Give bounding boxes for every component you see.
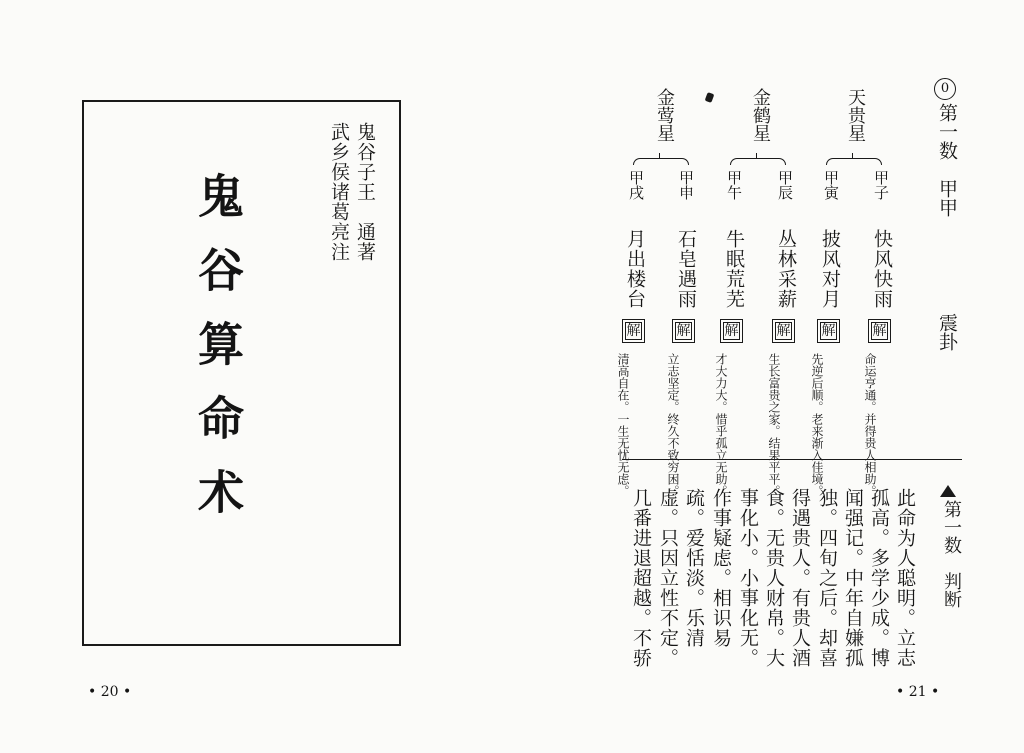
jie-badge: 解 xyxy=(672,319,695,343)
section-divider xyxy=(622,459,962,460)
trigram-label: 震卦 xyxy=(936,313,958,351)
stem-label: 甲寅 xyxy=(822,170,840,200)
jie-badge: 解 xyxy=(720,319,743,343)
judgment-line: 得遇贵人。有贵人酒 xyxy=(789,488,811,668)
ink-dot xyxy=(705,92,715,103)
verse: 快风快雨 xyxy=(871,229,893,309)
judgment-line: 孤高。多学少成。博 xyxy=(868,488,890,668)
interpretation-note: 命运亨通。并得贵人相助。 xyxy=(863,353,877,497)
stem-label: 甲辰 xyxy=(776,170,794,200)
stem-label: 甲午 xyxy=(725,170,743,200)
jie-badge: 解 xyxy=(772,319,795,343)
verse: 披风对月 xyxy=(819,229,841,309)
judgment-line: 此命为人聪明。立志 xyxy=(894,488,916,668)
interpretation-note: 清高自在。一生无忧无虑。 xyxy=(616,353,630,497)
book-title: 鬼谷算命术 xyxy=(191,172,245,542)
triangle-icon xyxy=(940,485,956,497)
judgment-line: 食。无贵人财帛。大 xyxy=(763,488,785,668)
judgment-line: 疏。爱恬淡。乐清 xyxy=(683,488,705,648)
interpretation-note: 立志坚定。终久不致穷困。 xyxy=(666,353,680,497)
star-bracket xyxy=(730,158,786,165)
judgment-line: 作事疑虑。相识易 xyxy=(710,488,732,648)
judgment-line: 闻强记。中年自嫌孤 xyxy=(842,488,864,668)
verse: 丛林采薪 xyxy=(775,229,797,309)
annotator-line: 武乡侯诸葛亮注 xyxy=(328,122,350,262)
section-title: 第一数 甲甲 xyxy=(936,103,958,217)
star-bracket xyxy=(633,158,689,165)
star-name: 金鹤星 xyxy=(750,88,771,142)
judgment-line: 虚。只因立性不定。 xyxy=(657,488,679,668)
judgment-title: 第一数 判断 xyxy=(941,500,962,608)
page-number-left: • 20 • xyxy=(88,684,132,700)
page-number-right: • 21 • xyxy=(896,684,940,700)
interpretation-note: 先逆后顺。老来渐入佳境。 xyxy=(810,353,824,497)
jie-badge: 解 xyxy=(868,319,891,343)
circle-mark: 0 xyxy=(934,78,956,100)
author-line: 鬼谷子王 通著 xyxy=(354,122,376,262)
judgment-line: 几番进退超越。不骄 xyxy=(630,488,652,668)
stem-label: 甲申 xyxy=(677,170,695,200)
stem-label: 甲戌 xyxy=(627,170,645,200)
interpretation-note: 生长富贵之家。结果平平。 xyxy=(767,353,781,497)
jie-badge: 解 xyxy=(817,319,840,343)
interpretation-note: 才大力大。惜乎孤立无助。 xyxy=(714,353,728,497)
judgment-line: 独。四旬之后。却喜 xyxy=(816,488,838,668)
star-bracket xyxy=(826,158,882,165)
verse: 牛眠荒芜 xyxy=(723,229,745,309)
star-name: 天贵星 xyxy=(845,88,866,142)
verse: 石皂遇雨 xyxy=(675,229,697,309)
jie-badge: 解 xyxy=(622,319,645,343)
judgment-line: 事化小。小事化无。 xyxy=(737,488,759,668)
star-name: 金莺星 xyxy=(654,88,675,142)
verse: 月出楼台 xyxy=(624,229,646,309)
stem-label: 甲子 xyxy=(872,170,890,200)
